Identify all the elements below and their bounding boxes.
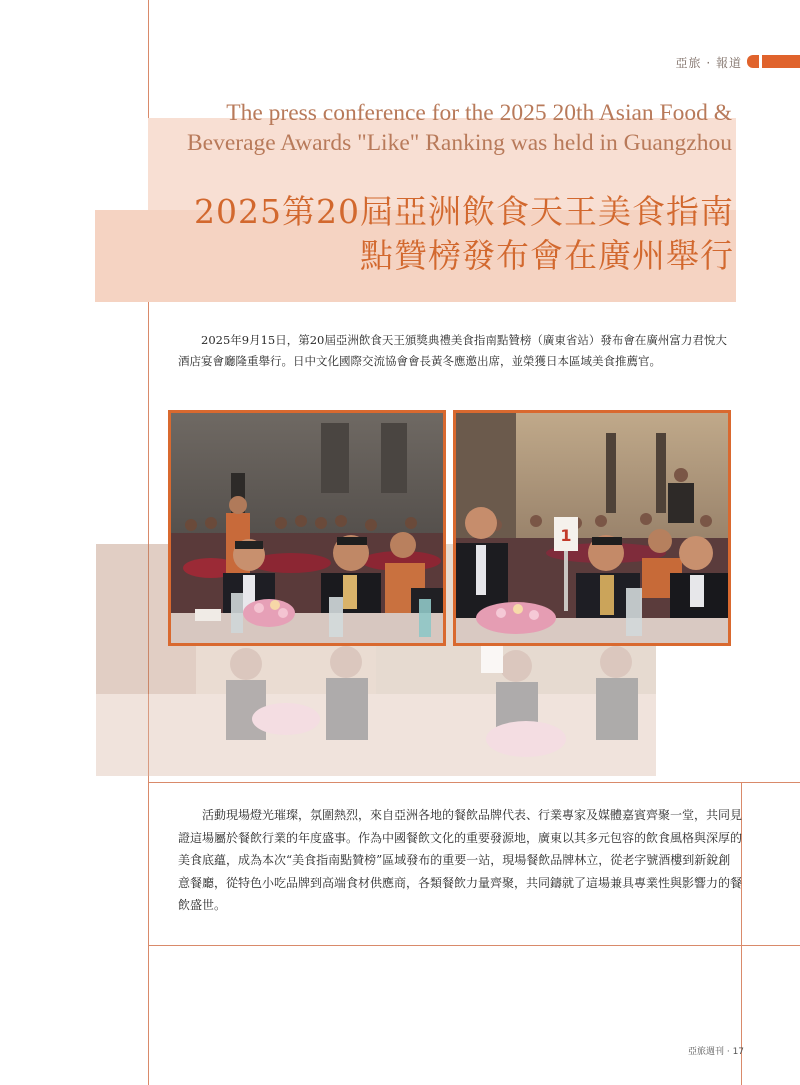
body-bottom-rule [148,945,800,946]
chinese-title [94,190,734,278]
body-paragraph: 活動現場燈光璀璨，氛圍熱烈，來自亞洲各地的餐飲品牌代表、行業專家及媒體嘉賓齊聚一堂，共同見證這場屬於餐飲行業的年度盛事。作為中國餐飲文化的重要發源地，廣東以其多元包容的飲食風格與深厚的美食底蘊，成為本次“美食指南點贊榜”區域發布的重要一站，現場餐飲品牌林立，從老字號酒樓到新銳創意餐廳，從特色小吃品牌到高端食材供應商，各類餐飲力量齊聚，共同鑄就了這場兼具專業性與影響力的餐飲盛世。 [178,808,743,912]
chinese-title-line-2: 點贊榜發布會在廣州舉行 [360,236,734,275]
english-title: The press conference for the 2025 20th Asian Food & Beverage Awards "Like" Ranking was held in Guangzhou [187,100,732,156]
section-tag-bar [762,55,800,68]
body-top-rule [148,782,800,783]
section-tag-marker [747,55,759,68]
event-photo-right [453,410,731,646]
event-photo-left [168,410,446,646]
event-photo-right-image [456,413,728,643]
event-photo-left-image [171,413,443,643]
section-tag: 亞旅 · 報道 [675,56,742,70]
chinese-title-line-1: 2025第20屆亞洲飲食天王美食指南 [194,192,734,231]
page-footer: 亞旅週刊 · 17 [688,1047,745,1057]
lead-paragraph: 2025年9月15日，第20屆亞洲飲食天王頒獎典禮美食指南點贊榜（廣東省站）發布會在廣州富力君悅大酒店宴會廳隆重舉行。日中文化國際交流協會會長黃冬應邀出席，並榮獲日本區域美食推薦官。 [178,333,727,368]
table-number-sign: 1 [560,526,572,545]
